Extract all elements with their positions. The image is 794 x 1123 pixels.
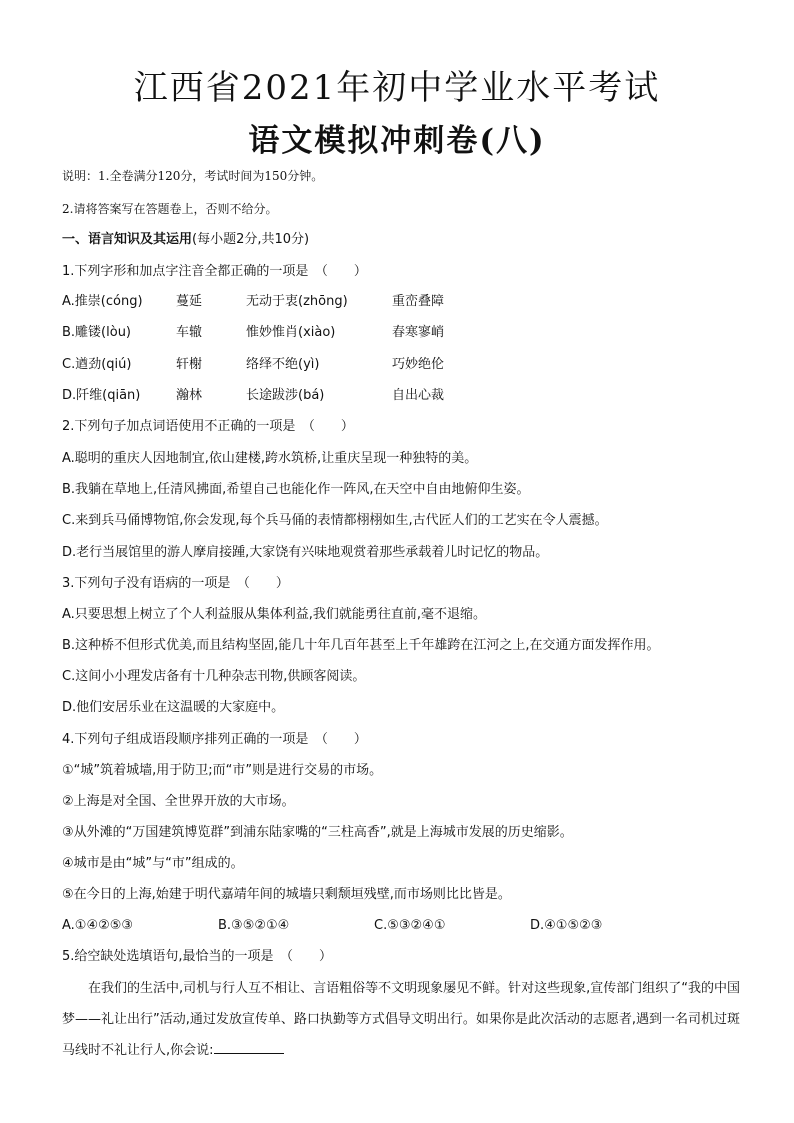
q4-choices xyxy=(62,916,752,936)
section-1-heading xyxy=(62,230,752,250)
q1-option-d xyxy=(62,386,752,406)
q4-choice-a: A.①④②⑤③ xyxy=(62,918,134,933)
q1-d-1: D.阡维(qiān) xyxy=(62,388,141,403)
q1-stem: 1.下列字形和加点字注音全都正确的一项是 （ ） xyxy=(62,264,367,279)
q1-c-4: 巧妙绝伦 xyxy=(392,357,445,372)
section-1-score: (每小题2分,共10分) xyxy=(192,232,310,247)
q2-stem: 2.下列句子加点词语使用不正确的一项是 （ ） xyxy=(62,419,354,434)
q1-a-4: 重峦叠障 xyxy=(392,294,445,309)
q1-d-4: 自出心裁 xyxy=(392,388,445,403)
q4-choice-c: C.⑤③②④① xyxy=(374,918,446,933)
q1-d-3: 长途跋涉(bá) xyxy=(246,388,325,403)
q4-sentence-4: ④城市是由“城”与“市”组成的。 xyxy=(62,856,244,871)
q3-option-c: C.这间小小理发店备有十几种杂志刊物,供顾客阅读。 xyxy=(62,669,366,684)
q2-option-c: C.来到兵马俑博物馆,你会发现,每个兵马俑的表情都栩栩如生,古代匠人们的工艺实在令人震撼。 xyxy=(62,513,608,528)
q1-option-a xyxy=(62,292,752,312)
q1-option-b xyxy=(62,323,752,343)
exam-title: 江西省2021年初中学业水平考试 xyxy=(133,68,661,108)
q1-c-2: 轩榭 xyxy=(176,357,203,372)
q2-option-d: D.老行当展馆里的游人摩肩接踵,大家饶有兴味地观赏着那些承载着儿时记忆的物品。 xyxy=(62,545,549,560)
exam-subtitle: 语文模拟冲刺卷(八) xyxy=(248,123,546,159)
q4-sentence-5: ⑤在今日的上海,始建于明代嘉靖年间的城墙只剩颓垣残壁,而市场则比比皆是。 xyxy=(62,887,511,902)
note-2: 2.请将答案写在答题卷上，否则不给分。 xyxy=(62,202,278,216)
q4-choice-b: B.③⑤②①④ xyxy=(218,918,290,933)
q4-sentence-1: ①“城”筑着城墙,用于防卫;而“市”则是进行交易的市场。 xyxy=(62,763,383,778)
q1-b-2: 车辙 xyxy=(176,325,203,340)
q1-a-3: 无动于衷(zhōng) xyxy=(246,294,348,309)
q2-option-b: B.我躺在草地上,任清风拂面,希望自己也能化作一阵风,在天空中自由地俯仰生姿。 xyxy=(62,482,530,497)
q4-sentence-2: ②上海是对全国、全世界开放的大市场。 xyxy=(62,794,295,809)
q3-stem: 3.下列句子没有语病的一项是 （ ） xyxy=(62,576,289,591)
q1-b-1: B.雕镂(lòu) xyxy=(62,325,131,340)
q1-option-c xyxy=(62,355,752,375)
q2-option-a: A.聪明的重庆人因地制宜,依山建楼,跨水筑桥,让重庆呈现一种独特的美。 xyxy=(62,451,478,466)
q3-option-b: B.这种桥不但形式优美,而且结构坚固,能几十年几百年甚至上千年雄跨在江河之上,在交通方面发挥作用。 xyxy=(62,638,660,653)
q5-paragraph-text: 在我们的生活中,司机与行人互不相让、言语粗俗等不文明现象屡见不鲜。针对这些现象,宣传部门组织了“我的中国梦——礼让出行”活动,通过发放宣传单、路口执勤等方式倡导文明出行。如果你是此次活动的志愿者,遇到一名司机过斑马线时不礼让行人,你会说: xyxy=(62,981,741,1058)
q1-b-3: 惟妙惟肖(xiào) xyxy=(246,325,336,340)
q1-c-3: 络绎不绝(yì) xyxy=(246,357,320,372)
q1-c-1: C.遒劲(qiú) xyxy=(62,357,132,372)
q4-choice-d: D.④①⑤②③ xyxy=(530,918,603,933)
q4-stem: 4.下列句子组成语段顺序排列正确的一项是 （ ） xyxy=(62,732,367,747)
section-1-title: 一、语言知识及其运用 xyxy=(62,232,193,247)
note-1: 说明：1.全卷满分120分，考试时间为150分钟。 xyxy=(62,169,324,183)
q5-answer-blank xyxy=(214,1039,284,1054)
q5-stem: 5.给空缺处选填语句,最恰当的一项是 （ ） xyxy=(62,949,333,964)
q3-option-a: A.只要思想上树立了个人利益服从集体利益,我们就能勇往直前,毫不退缩。 xyxy=(62,607,487,622)
q1-b-4: 春寒寥峭 xyxy=(392,325,445,340)
q1-a-2: 蔓延 xyxy=(176,294,203,309)
q1-a-1: A.推崇(cóng) xyxy=(62,294,143,309)
q3-option-d: D.他们安居乐业在这温暖的大家庭中。 xyxy=(62,700,285,715)
q5-paragraph xyxy=(62,973,742,1066)
q1-d-2: 瀚林 xyxy=(176,388,203,403)
q4-sentence-3: ③从外滩的“万国建筑博览群”到浦东陆家嘴的“三柱高香”,就是上海城市发展的历史缩影。 xyxy=(62,825,573,840)
